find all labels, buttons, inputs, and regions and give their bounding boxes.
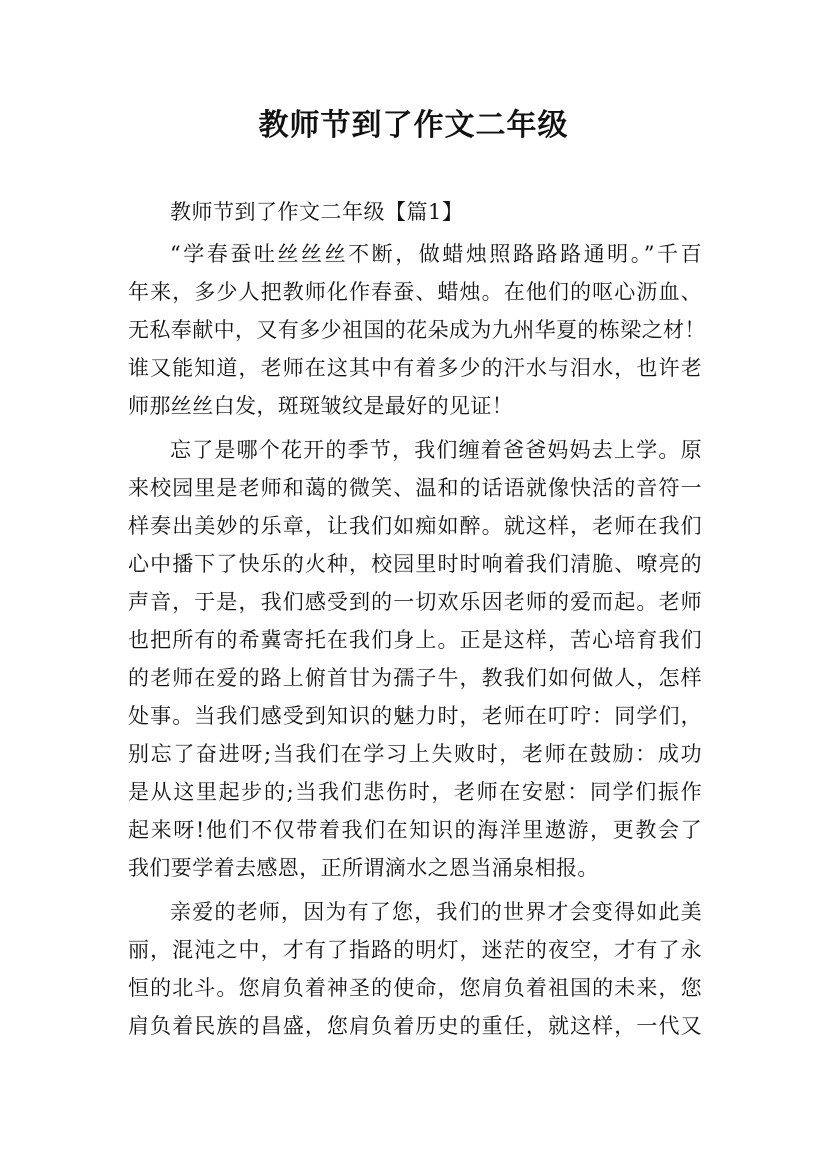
document-title: 教师节到了作文二年级 <box>258 108 569 143</box>
paragraph-line: 样奏出美妙的乐章，让我们如痴如醉。就这样，老师在我们 <box>128 514 702 538</box>
paragraph-line: 忘了是哪个花开的季节，我们缠着爸爸妈妈去上学。原 <box>170 438 702 462</box>
paragraph-line: 恒的北斗。您肩负着神圣的使命，您肩负着祖国的未来，您 <box>128 976 702 1000</box>
paragraph-line: 心中播下了快乐的火种，校园里时时响着我们清脆、嘹亮的 <box>128 552 702 576</box>
paragraph-line: 处事。当我们感受到知识的魅力时，老师在叮咛：同学们， <box>128 704 702 728</box>
paragraph-line: 谁又能知道，老师在这其中有着多少的汗水与泪水，也许老 <box>128 356 702 380</box>
paragraph-line: 别忘了奋进呀;当我们在学习上失败时，老师在鼓励：成功 <box>128 742 702 766</box>
paragraph-line: 年来，多少人把教师化作春蚕、蜡烛。在他们的呕心沥血、 <box>128 280 702 304</box>
paragraph-line: 亲爱的老师，因为有了您，我们的世界才会变得如此美 <box>170 900 702 924</box>
paragraph-line: 的老师在爱的路上俯首甘为孺子牛，教我们如何做人，怎样 <box>128 666 702 690</box>
paragraph-line: “学春蚕吐丝丝丝不断，做蜡烛照路路路通明。”千百 <box>170 242 702 266</box>
paragraph-line: 我们要学着去感恩，正所谓滴水之恩当涌泉相报。 <box>128 856 599 880</box>
paragraph-line: 也把所有的希冀寄托在我们身上。正是这样，苦心培育我们 <box>128 628 702 652</box>
paragraph-line: 师那丝丝白发，斑斑皱纹是最好的见证！ <box>128 394 514 418</box>
paragraph-line: 肩负着民族的昌盛，您肩负着历史的重任，就这样，一代又 <box>128 1014 702 1038</box>
paragraph-line: 来校园里是老师和蔼的微笑、温和的话语就像快活的音符一 <box>128 476 702 500</box>
paragraph-line: 无私奉献中，又有多少祖国的花朵成为九州华夏的栋梁之材！ <box>128 318 706 342</box>
paragraph-line: 声音，于是，我们感受到的一切欢乐因老师的爱而起。老师 <box>128 590 702 614</box>
paragraph-line: 是从这里起步的;当我们悲伤时，老师在安慰：同学们振作 <box>128 780 702 804</box>
paragraph-line: 起来呀!他们不仅带着我们在知识的海洋里遨游，更教会了 <box>128 818 702 842</box>
section-heading: 教师节到了作文二年级【篇1】 <box>170 200 464 224</box>
paragraph-line: 丽，混沌之中，才有了指路的明灯，迷茫的夜空，才有了永 <box>128 938 702 962</box>
